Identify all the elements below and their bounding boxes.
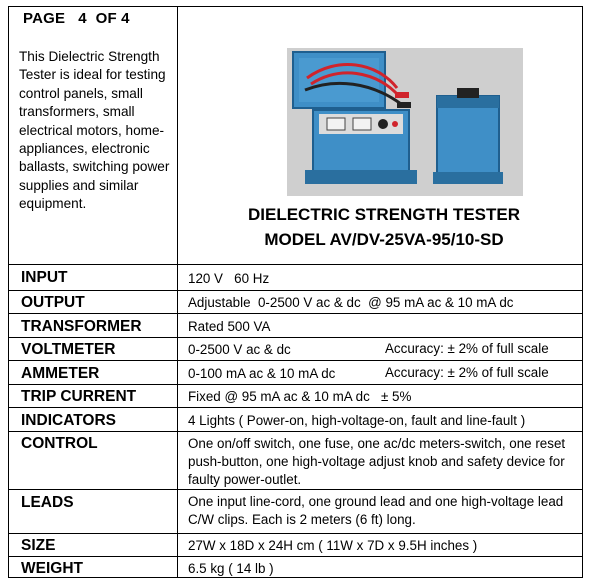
spec-value-ammeter: 0-100 mA ac & 10 mA dc [188, 366, 336, 381]
spec-value-size: 27W x 18D x 24H cm ( 11W x 7D x 9.5H inches ) [188, 538, 478, 553]
spec-label-weight: WEIGHT [21, 560, 83, 577]
spec-label-ammeter: AMMETER [21, 365, 100, 382]
row-divider [9, 384, 582, 385]
spec-value-input: 120 V 60 Hz [188, 271, 270, 286]
spec-accuracy-ammeter: Accuracy: ± 2% of full scale [385, 365, 549, 380]
spec-value-indicators: 4 Lights ( Power-on, high-voltage-on, fault and line-fault ) [188, 413, 526, 428]
row-divider [9, 313, 582, 314]
spec-label-leads: LEADS [21, 494, 74, 511]
row-divider [9, 431, 582, 432]
spec-value-output: Adjustable 0-2500 V ac & dc @ 95 mA ac & 10 mA dc [188, 295, 514, 310]
tester-illustration [287, 48, 523, 196]
spec-label-trip-current: TRIP CURRENT [21, 388, 137, 405]
spec-label-size: SIZE [21, 537, 56, 554]
spec-value-voltmeter: 0-2500 V ac & dc [188, 342, 291, 357]
row-divider [9, 264, 582, 265]
spec-label-indicators: INDICATORS [21, 412, 117, 429]
row-divider [9, 556, 582, 557]
spec-value-trip-current: Fixed @ 95 mA ac & 10 mA dc ± 5% [188, 389, 412, 404]
spec-value-transformer: Rated 500 VA [188, 319, 271, 334]
spec-label-output: OUTPUT [21, 294, 85, 311]
spec-sheet [8, 6, 583, 578]
row-divider [9, 360, 582, 361]
spec-value-control: One on/off switch, one fuse, one ac/dc meters-switch, one reset push-button, one high-voltage adjust knob and safety device for faulty power-outlet. [188, 436, 566, 487]
product-title: DIELECTRIC STRENGTH TESTER [247, 205, 520, 224]
spec-label-input: INPUT [21, 269, 68, 286]
spec-value-weight: 6.5 kg ( 14 lb ) [188, 561, 274, 576]
spec-accuracy-voltmeter: Accuracy: ± 2% of full scale [385, 341, 549, 356]
product-model: MODEL AV/DV-25VA-95/10-SD [264, 230, 504, 249]
row-divider [9, 337, 582, 338]
row-divider [9, 407, 582, 408]
spec-label-transformer: TRANSFORMER [21, 318, 142, 335]
row-divider [9, 489, 582, 490]
row-divider [9, 290, 582, 291]
product-photo [287, 48, 523, 196]
spec-value-leads: One input line-cord, one ground lead and one high-voltage lead C/W clips. Each is 2 meters (6 ft) long. [188, 494, 564, 527]
page-label: PAGE 4 OF 4 [23, 10, 130, 27]
spec-label-voltmeter: VOLTMETER [21, 341, 116, 358]
intro-text: This Dielectric Strength Tester is ideal for testing control panels, small transformers, small electrical motors, home-appliances, electronic ballasts, switching power supplies and similar equipment. [19, 49, 170, 212]
row-divider [9, 533, 582, 534]
spec-label-control: CONTROL [21, 435, 98, 452]
